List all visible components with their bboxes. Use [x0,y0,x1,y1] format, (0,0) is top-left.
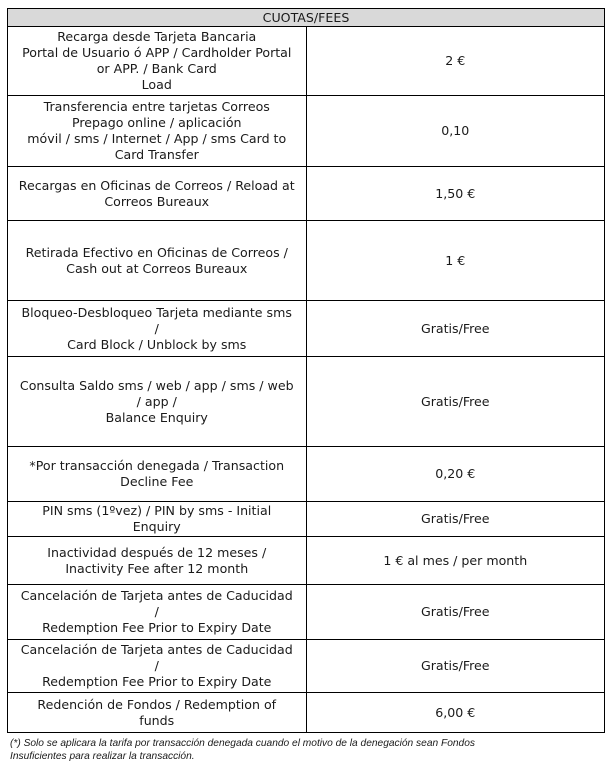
description-line: Inactividad después de 12 meses / Inactivity Fee after 12 month [47,544,267,576]
fee-description [8,27,307,96]
table-header: CUOTAS/FEES [8,9,605,27]
fee-amount: Gratis/Free [306,585,605,640]
table-row [8,585,605,640]
fee-description [8,585,307,640]
fees-table-container [7,8,605,733]
fee-description [8,357,307,447]
table-body [8,27,605,733]
fees-table [7,8,605,733]
table-row [8,27,605,96]
description-line: Recarga desde Tarjeta Bancaria [57,29,257,44]
fee-description [8,640,307,693]
description-line: Balance Enquiry [105,409,208,425]
fee-description [8,167,307,221]
footnote [10,737,605,763]
fee-description [8,221,307,301]
footnote-line: Insuficientes para realizar la transacción. [10,751,195,762]
fee-amount: 2 € [306,27,605,96]
table-row [8,167,605,221]
description-line: Cancelación de Tarjeta antes de Caducidad / [20,588,293,619]
fee-description [8,693,307,733]
description-line: Redemption Fee Prior to Expiry Date [42,674,272,689]
fee-amount: Gratis/Free [306,502,605,537]
description-line: Consulta Saldo sms / web / app / sms / web / app / [19,377,294,409]
description-line: *Por transacción denegada / Transaction Decline Fee [29,458,285,489]
description-line: Redemption Fee Prior to Expiry Date [42,620,272,635]
description-line: Bloqueo-Desbloqueo Tarjeta mediante sms / [21,304,292,336]
fee-amount: 0,20 € [306,447,605,502]
description-line: Retirada Efectivo en Oficinas de Correos / [25,244,288,260]
description-line: Recargas en Oficinas de Correos / Reload at Correos Bureaux [18,177,295,209]
fee-description [8,537,307,585]
table-row [8,537,605,585]
table-row [8,96,605,167]
fee-description [8,502,307,537]
table-row [8,357,605,447]
description-line: Load [141,77,172,92]
table-row [8,502,605,537]
description-line: Portal de Usuario ó APP / Cardholder Portal or APP. / Bank Card [22,45,292,76]
description-line: PIN sms (1ºvez) / PIN by sms - Initial Enquiry [42,503,272,534]
description-line: móvil / sms / Internet / App / sms Card to Card Transfer [27,131,287,162]
description-line: Cancelación de Tarjeta antes de Caducidad / [20,642,293,673]
fee-amount: 1 € [306,221,605,301]
table-row [8,693,605,733]
table-row [8,301,605,357]
fee-amount: Gratis/Free [306,301,605,357]
fee-amount: Gratis/Free [306,357,605,447]
footnote-line: (*) Solo se aplicara la tarifa por transacción denegada cuando el motivo de la denegación sean Fondos [10,738,475,749]
fee-amount: Gratis/Free [306,640,605,693]
fee-amount: 6,00 € [306,693,605,733]
table-row [8,221,605,301]
fee-description [8,447,307,502]
description-line: Redención de Fondos / Redemption of funds [37,696,277,728]
fee-description [8,301,307,357]
table-row [8,447,605,502]
fee-amount: 1,50 € [306,167,605,221]
fee-amount: 0,10 [306,96,605,167]
description-line: Transferencia entre tarjetas Correos Prepago online / aplicación [43,99,270,130]
fee-description [8,96,307,167]
description-line: Cash out at Correos Bureaux [66,260,248,276]
description-line: Card Block / Unblock by sms [67,336,247,352]
table-row [8,640,605,693]
fee-amount: 1 € al mes / per month [306,537,605,585]
header-row [8,9,605,27]
